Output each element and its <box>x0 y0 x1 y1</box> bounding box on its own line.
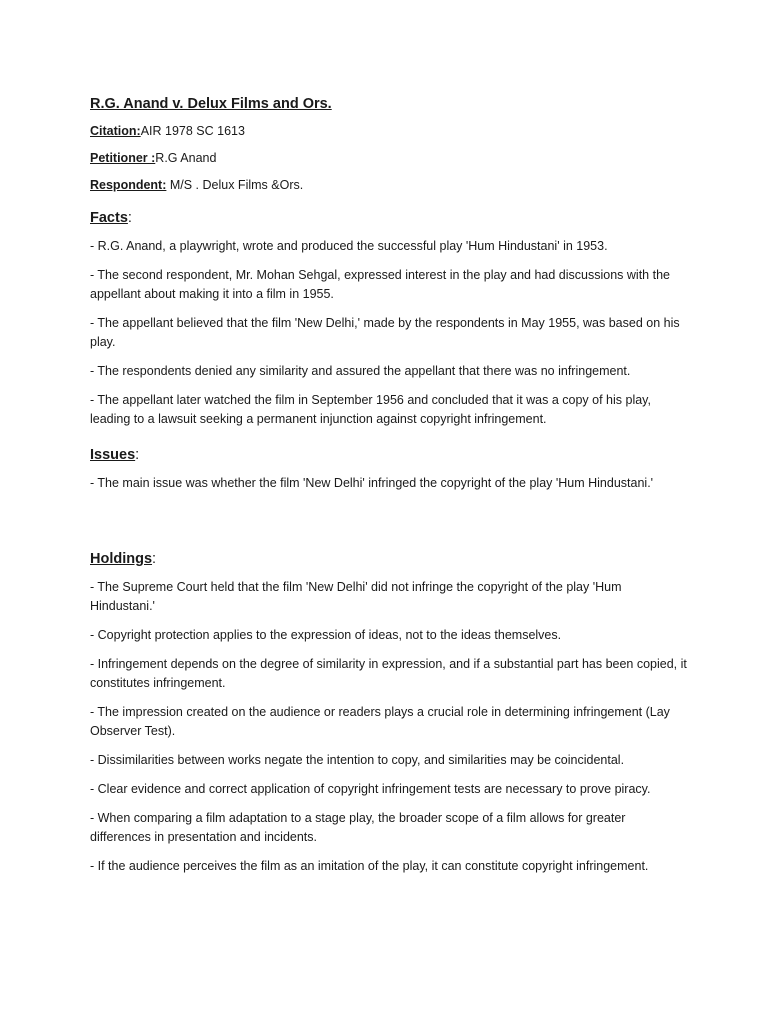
section-gap <box>90 503 688 533</box>
facts-item: - The respondents denied any similarity and assured the appellant that there was no infringement. <box>90 364 631 378</box>
holdings-item: - Clear evidence and correct application of copyright infringement tests are necessary to prove piracy. <box>90 782 651 796</box>
facts-heading <box>90 210 688 226</box>
issues-heading-colon: : <box>135 447 140 463</box>
holdings-heading <box>90 551 688 567</box>
holdings-item: - When comparing a film adaptation to a stage play, the broader scope of a film allows for greater differences in presentation and incidents. <box>90 811 626 844</box>
citation-value: AIR 1978 SC 1613 <box>140 124 245 138</box>
respondent-label: Respondent: <box>90 178 167 192</box>
petitioner-value: R.G Anand <box>155 151 217 165</box>
facts-heading-colon: : <box>127 210 132 226</box>
petitioner-line <box>90 151 688 165</box>
facts-item: - The second respondent, Mr. Mohan Sehgal, expressed interest in the play and had discussions with the appellant about making it into a film in 1955. <box>90 268 670 301</box>
issues-heading-text: Issues <box>90 447 136 463</box>
holdings-item: - Infringement depends on the degree of similarity in expression, and if a substantial part has been copied, it constitutes infringement. <box>90 657 687 690</box>
respondent-line <box>90 178 688 192</box>
holdings-item: - Copyright protection applies to the expression of ideas, not to the ideas themselves. <box>90 628 562 642</box>
facts-heading-text: Facts <box>90 210 128 226</box>
holdings-item: - If the audience perceives the film as an imitation of the play, it can constitute copyright infringement. <box>90 859 649 873</box>
holdings-item: - The Supreme Court held that the film 'New Delhi' did not infringe the copyright of the play 'Hum Hindustani.' <box>90 580 622 613</box>
facts-item: - The appellant later watched the film in September 1956 and concluded that it was a copy of his play, leading to a lawsuit seeking a permanent injunction against copyright infringement. <box>90 393 651 426</box>
case-title: R.G. Anand v. Delux Films and Ors. <box>90 96 332 112</box>
holdings-item: - The impression created on the audience or readers plays a crucial role in determining infringement (Lay Observer Test). <box>90 705 670 738</box>
citation-label: Citation: <box>90 124 141 138</box>
issues-item: - The main issue was whether the film 'New Delhi' infringed the copyright of the play 'Hum Hindustani.' <box>90 476 654 490</box>
holdings-item: - Dissimilarities between works negate the intention to copy, and similarities may be coincidental. <box>90 753 625 767</box>
holdings-heading-text: Holdings <box>90 551 153 567</box>
facts-item: - R.G. Anand, a playwright, wrote and produced the successful play 'Hum Hindustani' in 1953. <box>90 239 608 253</box>
citation-line <box>90 124 688 138</box>
holdings-heading-colon: : <box>152 551 157 567</box>
petitioner-label: Petitioner : <box>90 151 156 165</box>
issues-heading <box>90 447 688 463</box>
facts-item: - The appellant believed that the film 'New Delhi,' made by the respondents in May 1955, was based on his play. <box>90 316 680 349</box>
respondent-value: M/S . Delux Films &Ors. <box>166 178 304 192</box>
